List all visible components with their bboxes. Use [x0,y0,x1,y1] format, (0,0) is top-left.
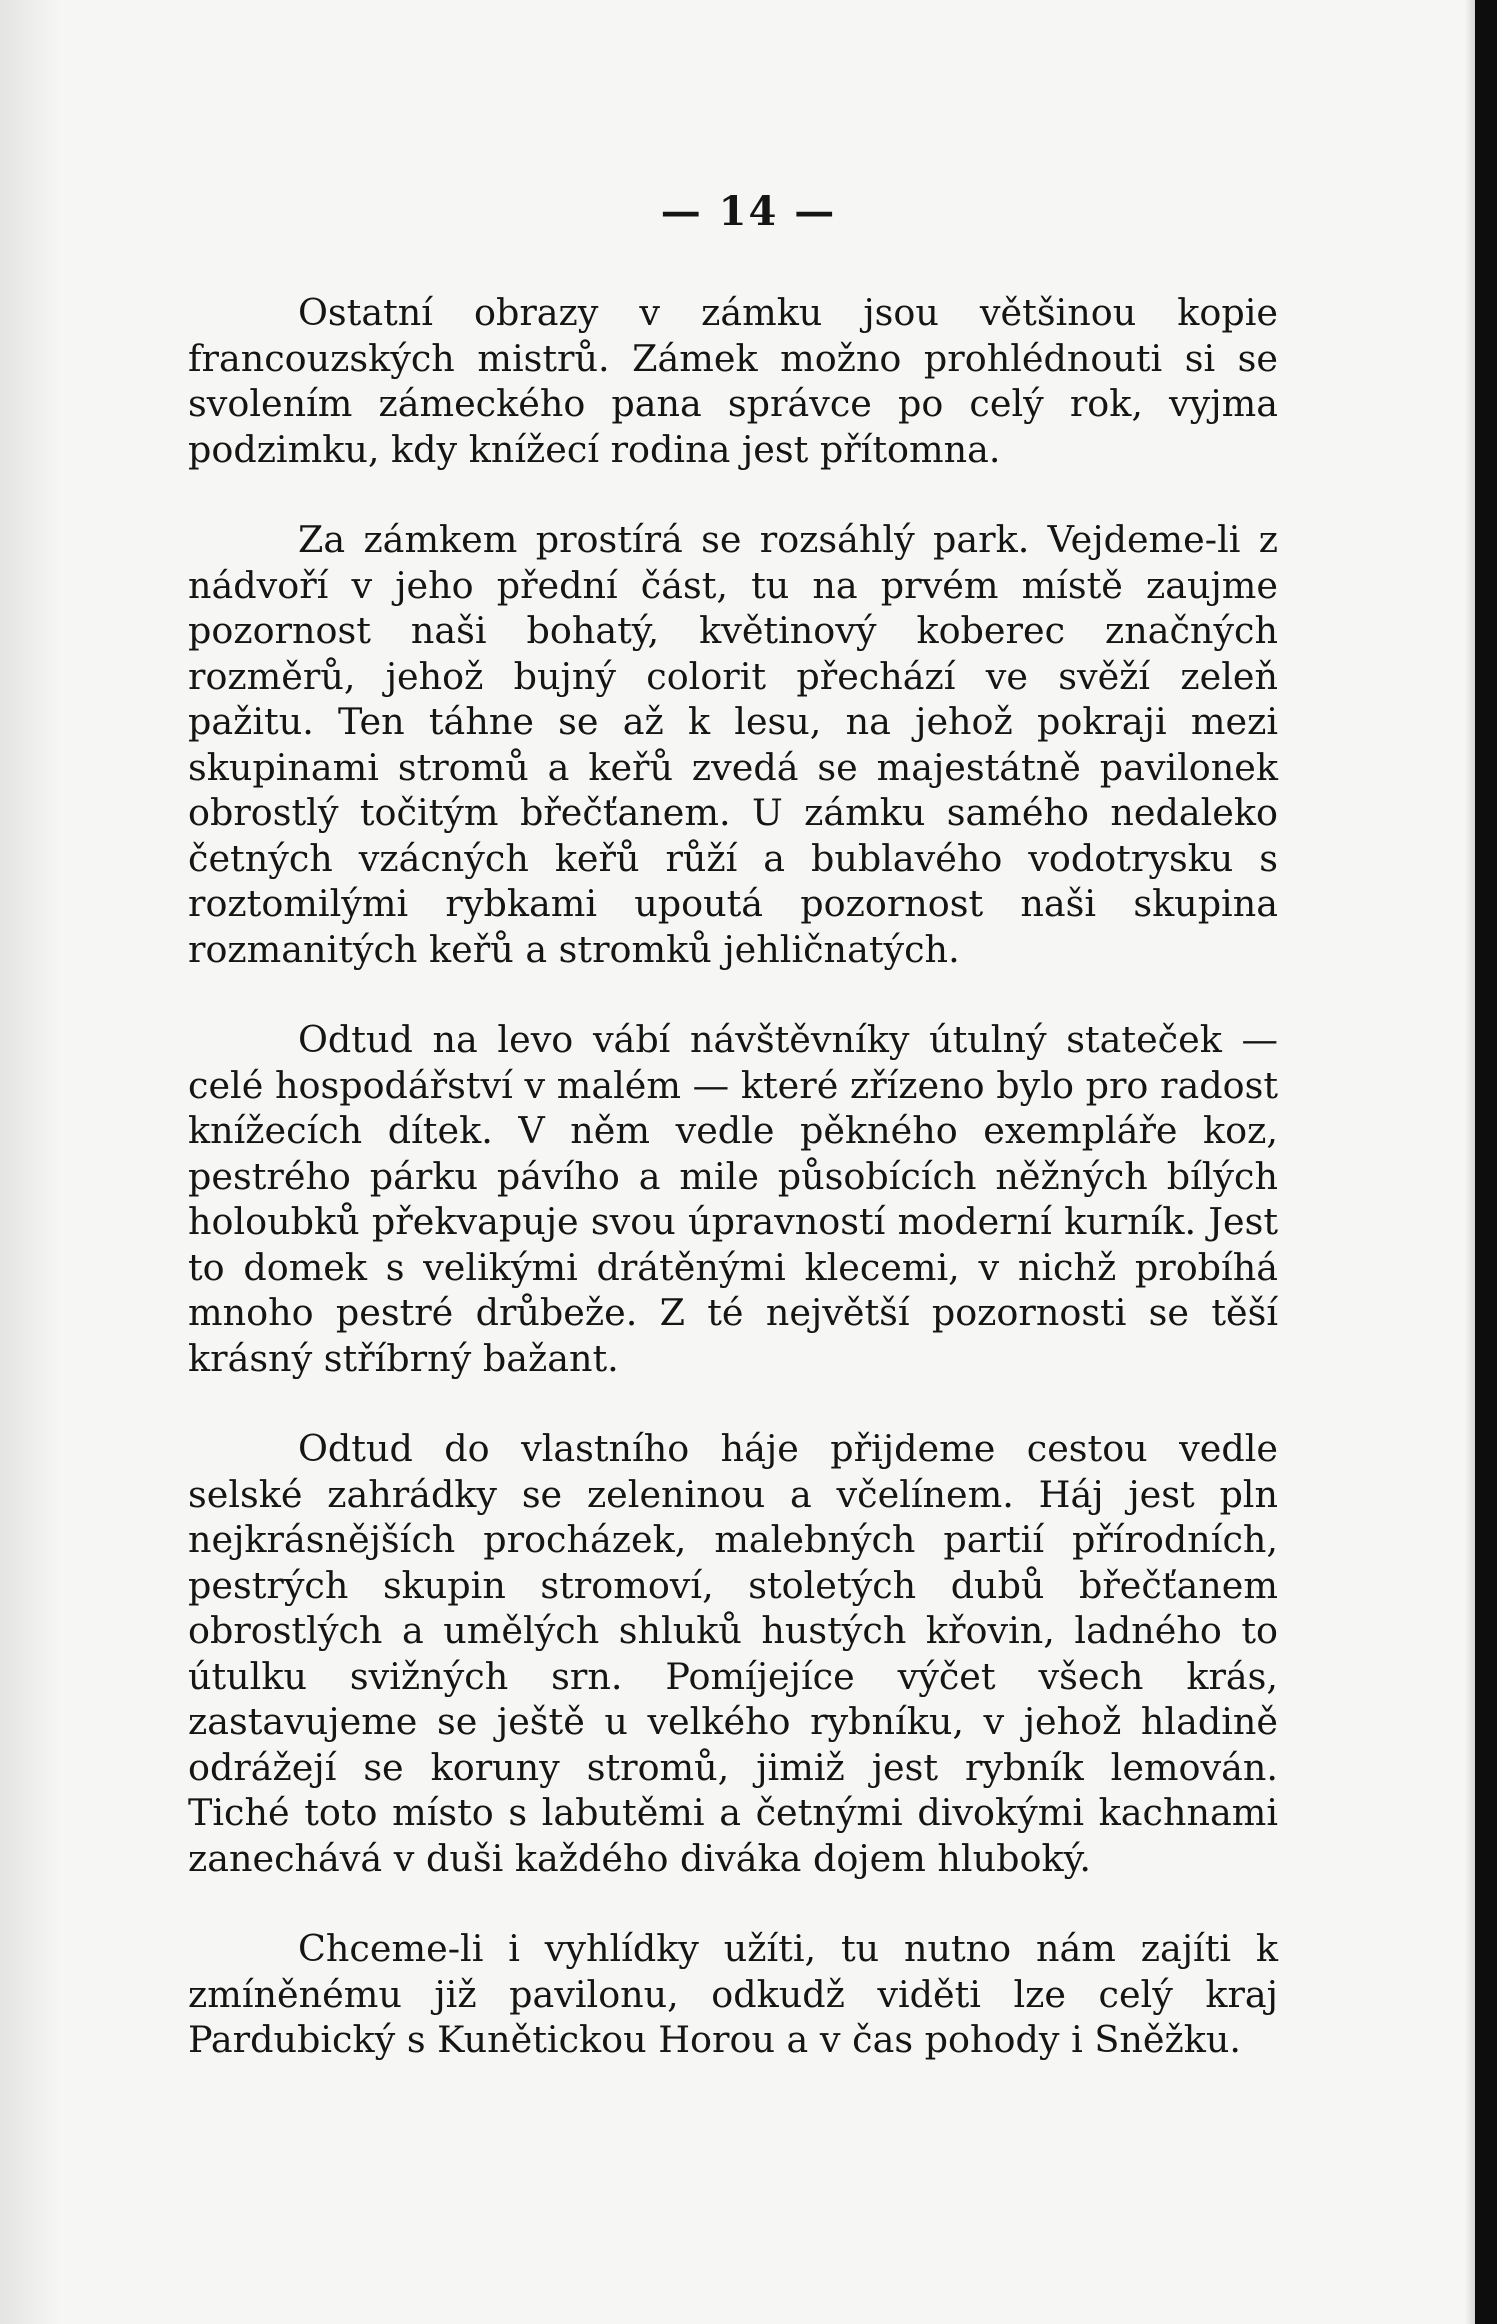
paragraph-2: Za zámkem prostírá se rozsáhlý park. Vejdeme-li z nádvoří v jeho přední část, tu na prvém místě zaujme pozornost naši bohatý, květinový koberec značných rozměrů, jehož bujný colorit přechází ve svěží zeleň pažitu. Ten táhne se až k lesu, na jehož pokraji mezi skupinami stromů a keřů zvedá se majestátně pavilonek obrostlý točitým břečťanem. U zámku samého nedaleko četných vzácných keřů růží a bublavého vodotrysku s roztomilými rybkami upoutá pozornost naši skupina rozmanitých keřů a stromků jehličnatých. [188,518,1278,971]
paragraph-3: Odtud na levo vábí návštěvníky útulný stateček — celé hospodářství v malém — které zřízeno bylo pro radost knížecích dítek. V něm vedle pěkného exempláře koz, pestrého párku pávího a mile působících něžných bílých holoubků překvapuje svou úpravností moderní kurník. Jest to domek s velikými drátěnými klecemi, v nichž probíhá mnoho pestré drůbeže. Z té největší pozornosti se těší krásný stříbrný bažant. [188,1018,1278,1380]
paragraph-1: Ostatní obrazy v zámku jsou většinou kopie francouzských mistrů. Zámek možno prohlédnouti si se svolením zámeckého pana správce po celý rok, vyjma podzimku, kdy knížecí rodina jest přítomna. [188,291,1278,471]
paragraph-5: Chceme-li i vyhlídky užíti, tu nutno nám zajíti k zmíněnému již pavilonu, odkudž viděti lze celý kraj Pardubický s Kunětickou Horou a v čas pohody i Sněžku. [188,1927,1278,2061]
page-number: — 14 — [660,188,837,235]
paragraph-4: Odtud do vlastního háje přijdeme cestou vedle selské zahrádky se zeleninou a včelínem. Háj jest pln nejkrásnějších procházek, malebných partií přírodních, pestrých skupin stromoví, stoletých dubů břečťanem obrostlých a umělých shluků hustých křovin, ladného to útulku svižných srn. Pomíjejíce výčet všech krás, zastavujeme se ještě u velkého rybníku, v jehož hladině odrážejí se koruny stromů, jimiž jest rybník lemován. Tiché toto místo s labutěmi a četnými divokými kachnami zanechává v duši každého diváka dojem hluboký. [188,1427,1278,1880]
binding-edge [1475,0,1497,2324]
page-body [188,290,1278,2063]
binding-shadow [1465,0,1475,2324]
